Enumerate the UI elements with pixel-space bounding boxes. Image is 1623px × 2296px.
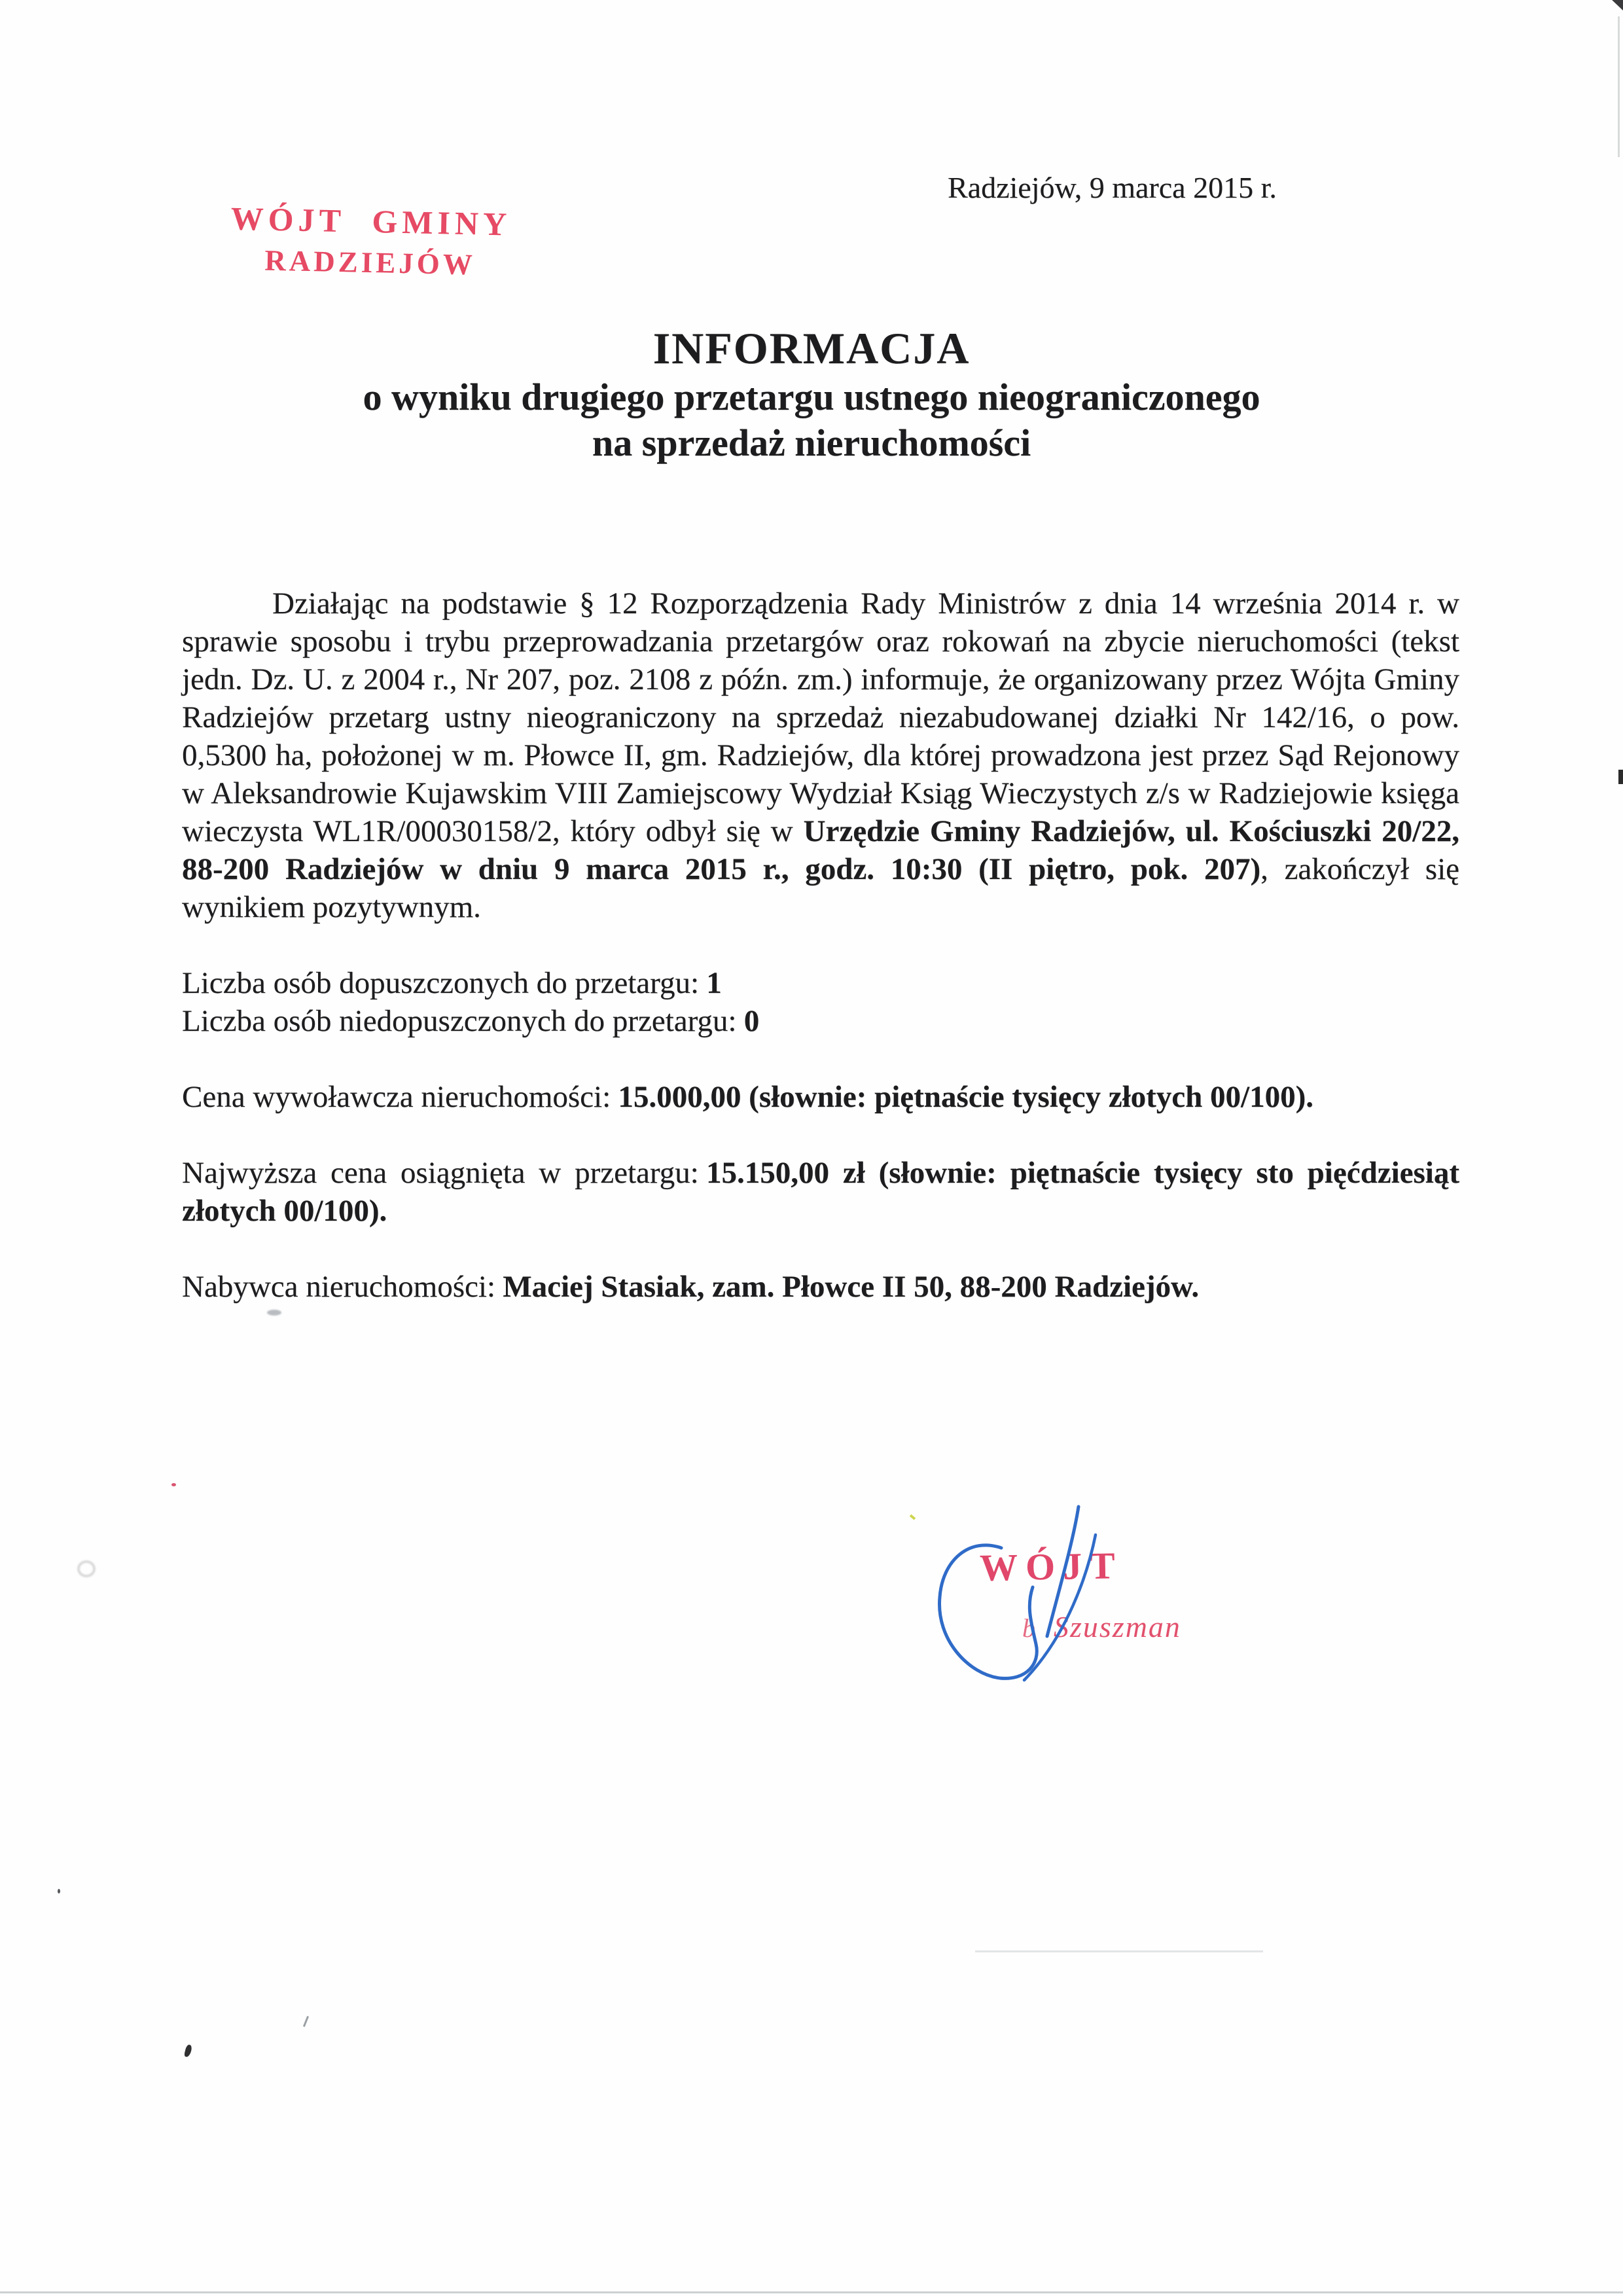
- scan-artifact-ring: [77, 1560, 96, 1577]
- fact-label: Liczba osób niedopuszczonych do przetargu:: [182, 1004, 737, 1038]
- paragraph-text-regular: Działając na podstawie § 12 Rozporządzenia Rady Ministrów z dnia 14 września 2014 r. w sprawie sposobu i trybu przeprowadzania przetargów oraz rokowań na zbycie nieruchomości (tekst jedn. Dz. U. z 2004 r., Nr 207, poz. 2108 z późn. zm.) informuje, że organizowany przez Wójta Gminy Radziejów przetarg ustny nieograniczony na sprzedaż niezabudowanej działki Nr 142/16, o pow. 0,5300 ha, położonej w m. Płowce II, gm. Radziejów, dla której prowadzona jest przez Sąd Rejonowy w Aleksandrowie Kujawskim VIII Zamiejscowy Wydział Ksiąg Wieczystych z/s w Radziejowie księga wieczysta WL1R/00030158/2, który odbył się w: [182, 586, 1459, 848]
- date-line: Radziejów, 9 marca 2015 r.: [948, 171, 1277, 204]
- paragraph-text-bold: Urzędzie Gminy Radziejów, ul. Kościuszki 20/22, 88-200 Radziejów w dniu 9 marca 2015 r., godz. 10:30 (II piętro, pok. 207): [182, 814, 1459, 886]
- fact-value: 15.000,00 (słownie: piętnaście tysięcy złotych 00/100).: [618, 1080, 1313, 1114]
- title-subtitle-2: na sprzedaż nieruchomości: [592, 422, 1031, 464]
- title-main: INFORMACJA: [652, 323, 971, 373]
- handwritten-signature: [923, 1499, 1211, 1695]
- scan-artifact-slash: [303, 2016, 309, 2027]
- fact-value: Maciej Stasiak, zam. Płowce II 50, 88-200 Radziejów.: [503, 1270, 1200, 1304]
- stamp-office-title: WÓJT GMINY: [230, 200, 512, 243]
- scan-artifact-speck: [910, 1515, 916, 1520]
- fact-admitted-count: [182, 964, 1459, 1002]
- scan-artifact-dot: [58, 1889, 60, 1893]
- title-subtitle-1: o wyniku drugiego przetargu ustnego nieograniczonego: [363, 376, 1260, 418]
- stamp-office-location: RADZIEJÓW: [264, 243, 476, 281]
- signature-stamp-name-prefix: b: [1022, 1613, 1037, 1643]
- document-title: [0, 322, 1623, 466]
- scan-artifact-edge-tick: [1618, 770, 1623, 784]
- scan-artifact-edge-line: [1618, 16, 1620, 157]
- fact-value: 15.150,00 zł (słownie: piętnaście tysięcy sto pięćdziesiąt złotych 00/100).: [182, 1156, 1459, 1228]
- paragraph-text-closing: , zakończył się wynikiem pozytywnym.: [182, 852, 1459, 924]
- main-paragraph: [182, 584, 1459, 926]
- fact-label: Liczba osób dopuszczonych do przetargu:: [182, 966, 700, 1000]
- fact-label: Nabywca nieruchomości:: [182, 1270, 495, 1304]
- scan-artifact-comma: [184, 2044, 192, 2058]
- fact-value: 0: [743, 1004, 760, 1038]
- signature-stamp-title: WÓJT: [979, 1544, 1124, 1589]
- scan-artifact-bottom-edge: [0, 2291, 1623, 2293]
- fact-not-admitted-count: [182, 1002, 1459, 1040]
- fact-highest-price: [182, 1154, 1459, 1230]
- scan-artifact-corner: [1606, 0, 1623, 10]
- sender-office-stamp: [230, 200, 512, 283]
- fact-label: Cena wywoławcza nieruchomości:: [182, 1080, 611, 1114]
- fact-value: 1: [706, 966, 722, 1000]
- scan-artifact-red-dot: [171, 1483, 176, 1486]
- fact-label: Najwyższa cena osiągnięta w przetargu:: [182, 1156, 699, 1190]
- scan-artifact-smudge: [267, 1310, 281, 1316]
- fact-buyer: [182, 1268, 1459, 1306]
- fact-starting-price: [182, 1078, 1459, 1116]
- document-body: [182, 584, 1459, 1306]
- scan-artifact-streak: [975, 1950, 1263, 1952]
- signature-stamp-surname: Szuszman: [1054, 1610, 1181, 1643]
